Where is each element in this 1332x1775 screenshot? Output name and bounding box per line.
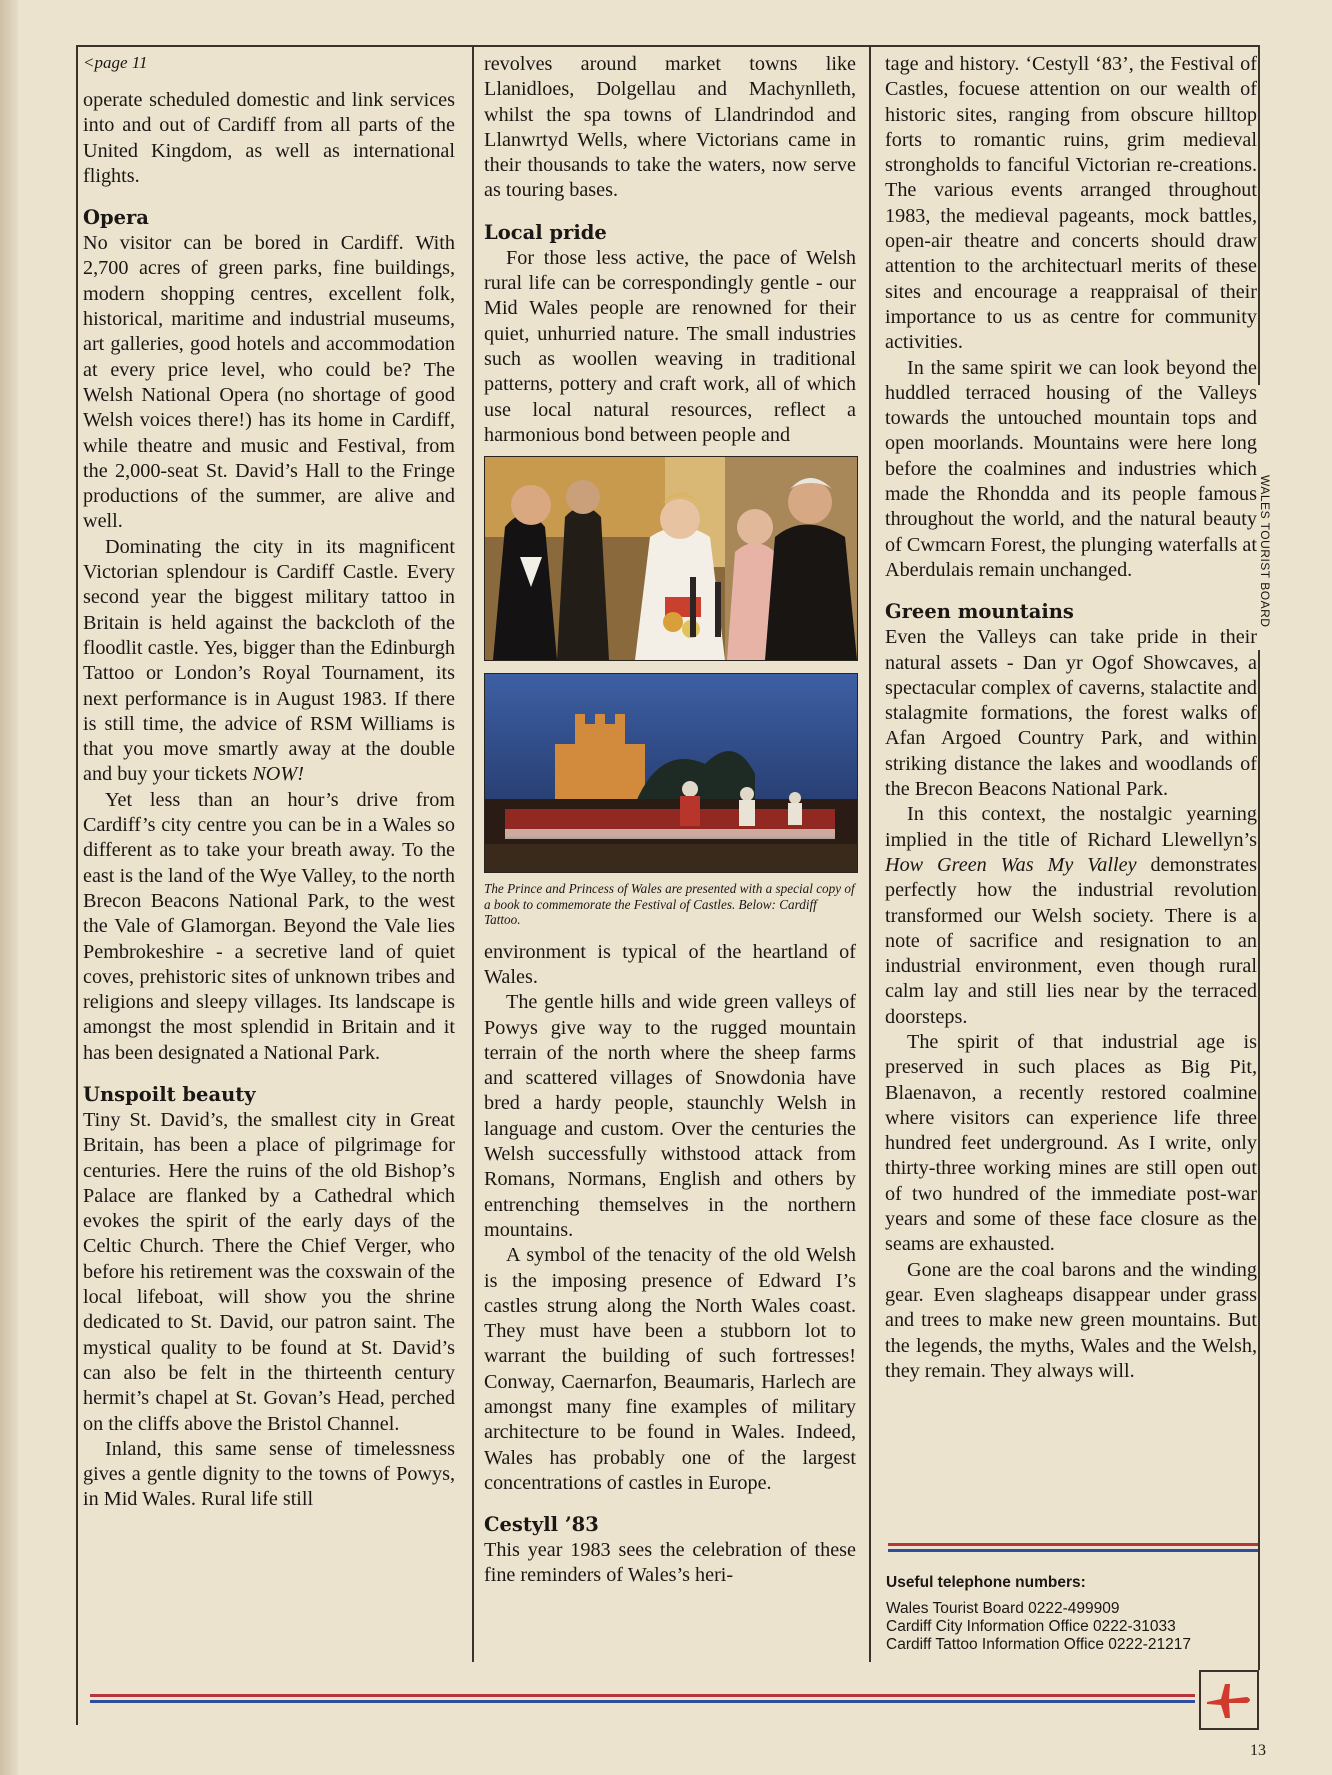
frame-left-rule bbox=[76, 45, 78, 1725]
paragraph: revolves around market towns like Llanidloes, Dolgellau and Machynlleth, whilst the spa towns of Llandrindod and Llanwrtyd Wells, where Victorians came in their thousands to take the waters, now serve as touring bases. bbox=[484, 53, 856, 202]
column-3 bbox=[885, 52, 1257, 1384]
heading-local-pride: Local pride bbox=[484, 220, 607, 244]
paragraph: operate scheduled domestic and link services into and out of Cardiff from all parts of the United Kingdom, as well as international flights. bbox=[83, 89, 455, 187]
column-1 bbox=[83, 52, 455, 1513]
paragraph: environment is typical of the heartland of Wales. bbox=[484, 940, 856, 988]
telephone-line: Cardiff City Information Office 0222-31033 bbox=[886, 1618, 1176, 1635]
paragraph: This year 1983 sees the celebration of these fine reminders of Wales’s heri- bbox=[484, 1539, 856, 1587]
telephone-line: Wales Tourist Board 0222-499909 bbox=[886, 1600, 1120, 1617]
frame-top-rule bbox=[76, 45, 1258, 47]
page-number: 13 bbox=[1250, 1742, 1266, 1759]
paragraph: For those less active, the pace of Welsh rural life can be correspondingly gentle - our Mid Wales people are renowned for their quiet, unhurried nature. The small industries such as woollen weaving in traditional patterns, pottery and craft work, all of which use local natural resources, reflect a harmonious bond between people and bbox=[484, 246, 856, 446]
heading-unspoilt-beauty: Unspoilt beauty bbox=[83, 1082, 256, 1106]
column-rule-1 bbox=[472, 45, 474, 1662]
telephone-heading: Useful telephone numbers: bbox=[886, 1574, 1086, 1591]
paragraph: Inland, this same sense of timelessness gives a gentle dignity to the towns of Powys, in Mid Wales. Rural life still bbox=[83, 1437, 455, 1511]
page-reference: <page 11 bbox=[83, 53, 148, 72]
paragraph: Yet less than an hour’s drive from Cardiff’s city centre you can be in a Wales so different as to take your breath away. To the east is the land of the Wye Valley, to the north Brecon Beacons National Park, to the west the Vale of Glamorgan. Beyond the Vale lies Pembrokeshire - a secretive land of quiet coves, prehistoric sites of unknown tribes and religions and sleepy villages. Its landscape is amongst the most splendid in Britain and it has been designated a National Park. bbox=[83, 788, 455, 1064]
emphasis-now: NOW! bbox=[252, 763, 304, 786]
paragraph: No visitor can be bored in Cardiff. With 2,700 acres of green parks, fine buildings, modern shopping centres, excellent folk, historical, maritime and industrial museums, art galleries, good hotels and accommodation at every price level, who could be? The Welsh National Opera (no shortage of good Welsh voices there!) has its home in Cardiff, while theatre and music and Festival, from the 2,000-seat St. David’s Hall to the Fringe productions of the summer, are alive and well. bbox=[83, 232, 455, 533]
stripes-column-3 bbox=[888, 1543, 1258, 1555]
paragraph: Tiny St. David’s, the smallest city in Great Britain, has been a place of pilgrimage for centuries. Here the ruins of the old Bishop’s Palace are flanked by a Cathedral which evokes the spirit of the early days of the Celtic Church. There the Chief Verger, who before his retirement was the coxswain of the local lifeboat, will show you the shrine dedicated to St. David, our patron saint. The mystical quality to be found at St. David’s can also be felt in the thirteenth century hermit’s chapel at St. Govan’s Head, perched on the cliffs above the Bristol Channel. bbox=[83, 1108, 455, 1435]
telephone-numbers bbox=[886, 1574, 1258, 1654]
heading-opera: Opera bbox=[83, 206, 149, 230]
column-rule-3-lower bbox=[1258, 650, 1260, 1670]
column-rule-2 bbox=[869, 45, 871, 1662]
stripe-red bbox=[888, 1543, 1258, 1546]
paragraph bbox=[885, 802, 1257, 1030]
column-rule-3-upper bbox=[1258, 45, 1260, 385]
stripe-blue bbox=[90, 1700, 1195, 1703]
paragraph-text: demonstrates perfectly how the industrial revolution transformed our Welsh society. There is a note of sacrifice and resignation to an industrial environment, even though rural calm lay and still lies near by the terraced doorsteps. bbox=[885, 853, 1257, 1028]
heading-green-mountains: Green mountains bbox=[885, 600, 1074, 624]
stripe-red bbox=[90, 1694, 1195, 1697]
paragraph: In the same spirit we can look beyond the huddled terraced housing of the Valleys towards the untouched mountain tops and open moorlands. Mountains were here long before the coalmines and industries which made the Rhondda and its people famous throughout the world, and the natural beauty of Cwmcarn Forest, the plunging waterfalls at Aberdulais remain unchanged. bbox=[885, 356, 1257, 581]
paragraph: The gentle hills and wide green valleys of Powys give way to the rugged mountain terrain of the north where the sheep farms and scattered villages of Snowdonia have bred a hardy people, staunchly Welsh in language and custom. Over the centuries the Welsh successfully withstood attack from Romans, Normans, English and others by entrenching themselves in the northern mountains. bbox=[484, 991, 856, 1241]
side-label: WALES TOURIST BOARD bbox=[1258, 475, 1272, 628]
paragraph-text: Dominating the city in its magnificent Victorian splendour is Cardiff Castle. Every second year the biggest military tattoo in Britain is held against the backcloth of the floodlit castle. Yes, bigger than the Edinburgh Tattoo or London’s Royal Tournament, its next performance is in August 1983. If there is still time, the advice of RSM Williams is that you move smartly away at the double and buy your tickets bbox=[83, 535, 455, 786]
paragraph bbox=[83, 535, 455, 788]
telephone-line: Cardiff Tattoo Information Office 0222-21217 bbox=[886, 1636, 1192, 1653]
paragraph: Even the Valleys can take pride in their natural assets - Dan yr Ogof Showcaves, a spectacular complex of caverns, stalactite and stalagmite formations, the forest walks of Afan Argoed Country Park, and within striking distance the lakes and woodlands of the Brecon Beacons National Park. bbox=[885, 626, 1257, 801]
paragraph: A symbol of the tenacity of the old Welsh is the imposing presence of Edward I’s castles strung along the North Wales coast. They must have been a stubborn lot to warrant the building of such fortresses! Conway, Caernarfon, Beaumaris, Harlech are amongst many fine examples of military architecture to be found in Wales. Indeed, Wales has probably one of the largest concentrations of castles in Europe. bbox=[484, 1244, 856, 1494]
airplane-icon bbox=[1201, 1672, 1257, 1728]
paragraph: Gone are the coal barons and the winding gear. Even slagheaps disappear under grass and trees to make new green mountains. But the legends, the myths, Wales and the Welsh, they remain. They always will. bbox=[885, 1258, 1257, 1382]
paragraph-text: In this context, the nostalgic yearning implied in the title of Richard Llewellyn’s bbox=[885, 803, 1257, 851]
photo-caption: The Prince and Princess of Wales are presented with a special copy of a book to commemorate the Festival of Castles. Below: Cardiff Tattoo. bbox=[484, 881, 855, 928]
airline-logo-box bbox=[1199, 1670, 1259, 1730]
paragraph: The spirit of that industrial age is preserved in such places as Big Pit, Blaenavon, a recently restored coalmine where visitors can experience life three hundred feet underground. As I write, only thirty-three working mines are still open out of two hundred of the immediate post-war years and some of these face closure as the seams are exhausted. bbox=[885, 1030, 1257, 1256]
paragraph: tage and history. ‘Cestyll ‘83’, the Festival of Castles, focuese attention on our wealth of historic sites, ranging from obscure hilltop forts to romantic ruins, grim medieval strongholds to fanciful Victorian re-creations. The various events arranged throughout 1983, the medieval pageants, mock battles, open-air theatre and concerts should draw attention to the architectuarl merits of these sites and encourage a reappraisal of their importance to us as centre for community activities. bbox=[885, 53, 1257, 354]
heading-cestyll-83: Cestyll ’83 bbox=[484, 1513, 599, 1537]
photo-cardiff-tattoo bbox=[484, 673, 858, 873]
photo-royal-presentation bbox=[484, 456, 858, 661]
stripe-blue bbox=[888, 1549, 1258, 1552]
book-title: How Green Was My Valley bbox=[885, 853, 1137, 876]
page-edge-shadow bbox=[0, 0, 18, 1775]
stripes-bottom bbox=[90, 1694, 1195, 1706]
column-2 bbox=[484, 52, 856, 1589]
